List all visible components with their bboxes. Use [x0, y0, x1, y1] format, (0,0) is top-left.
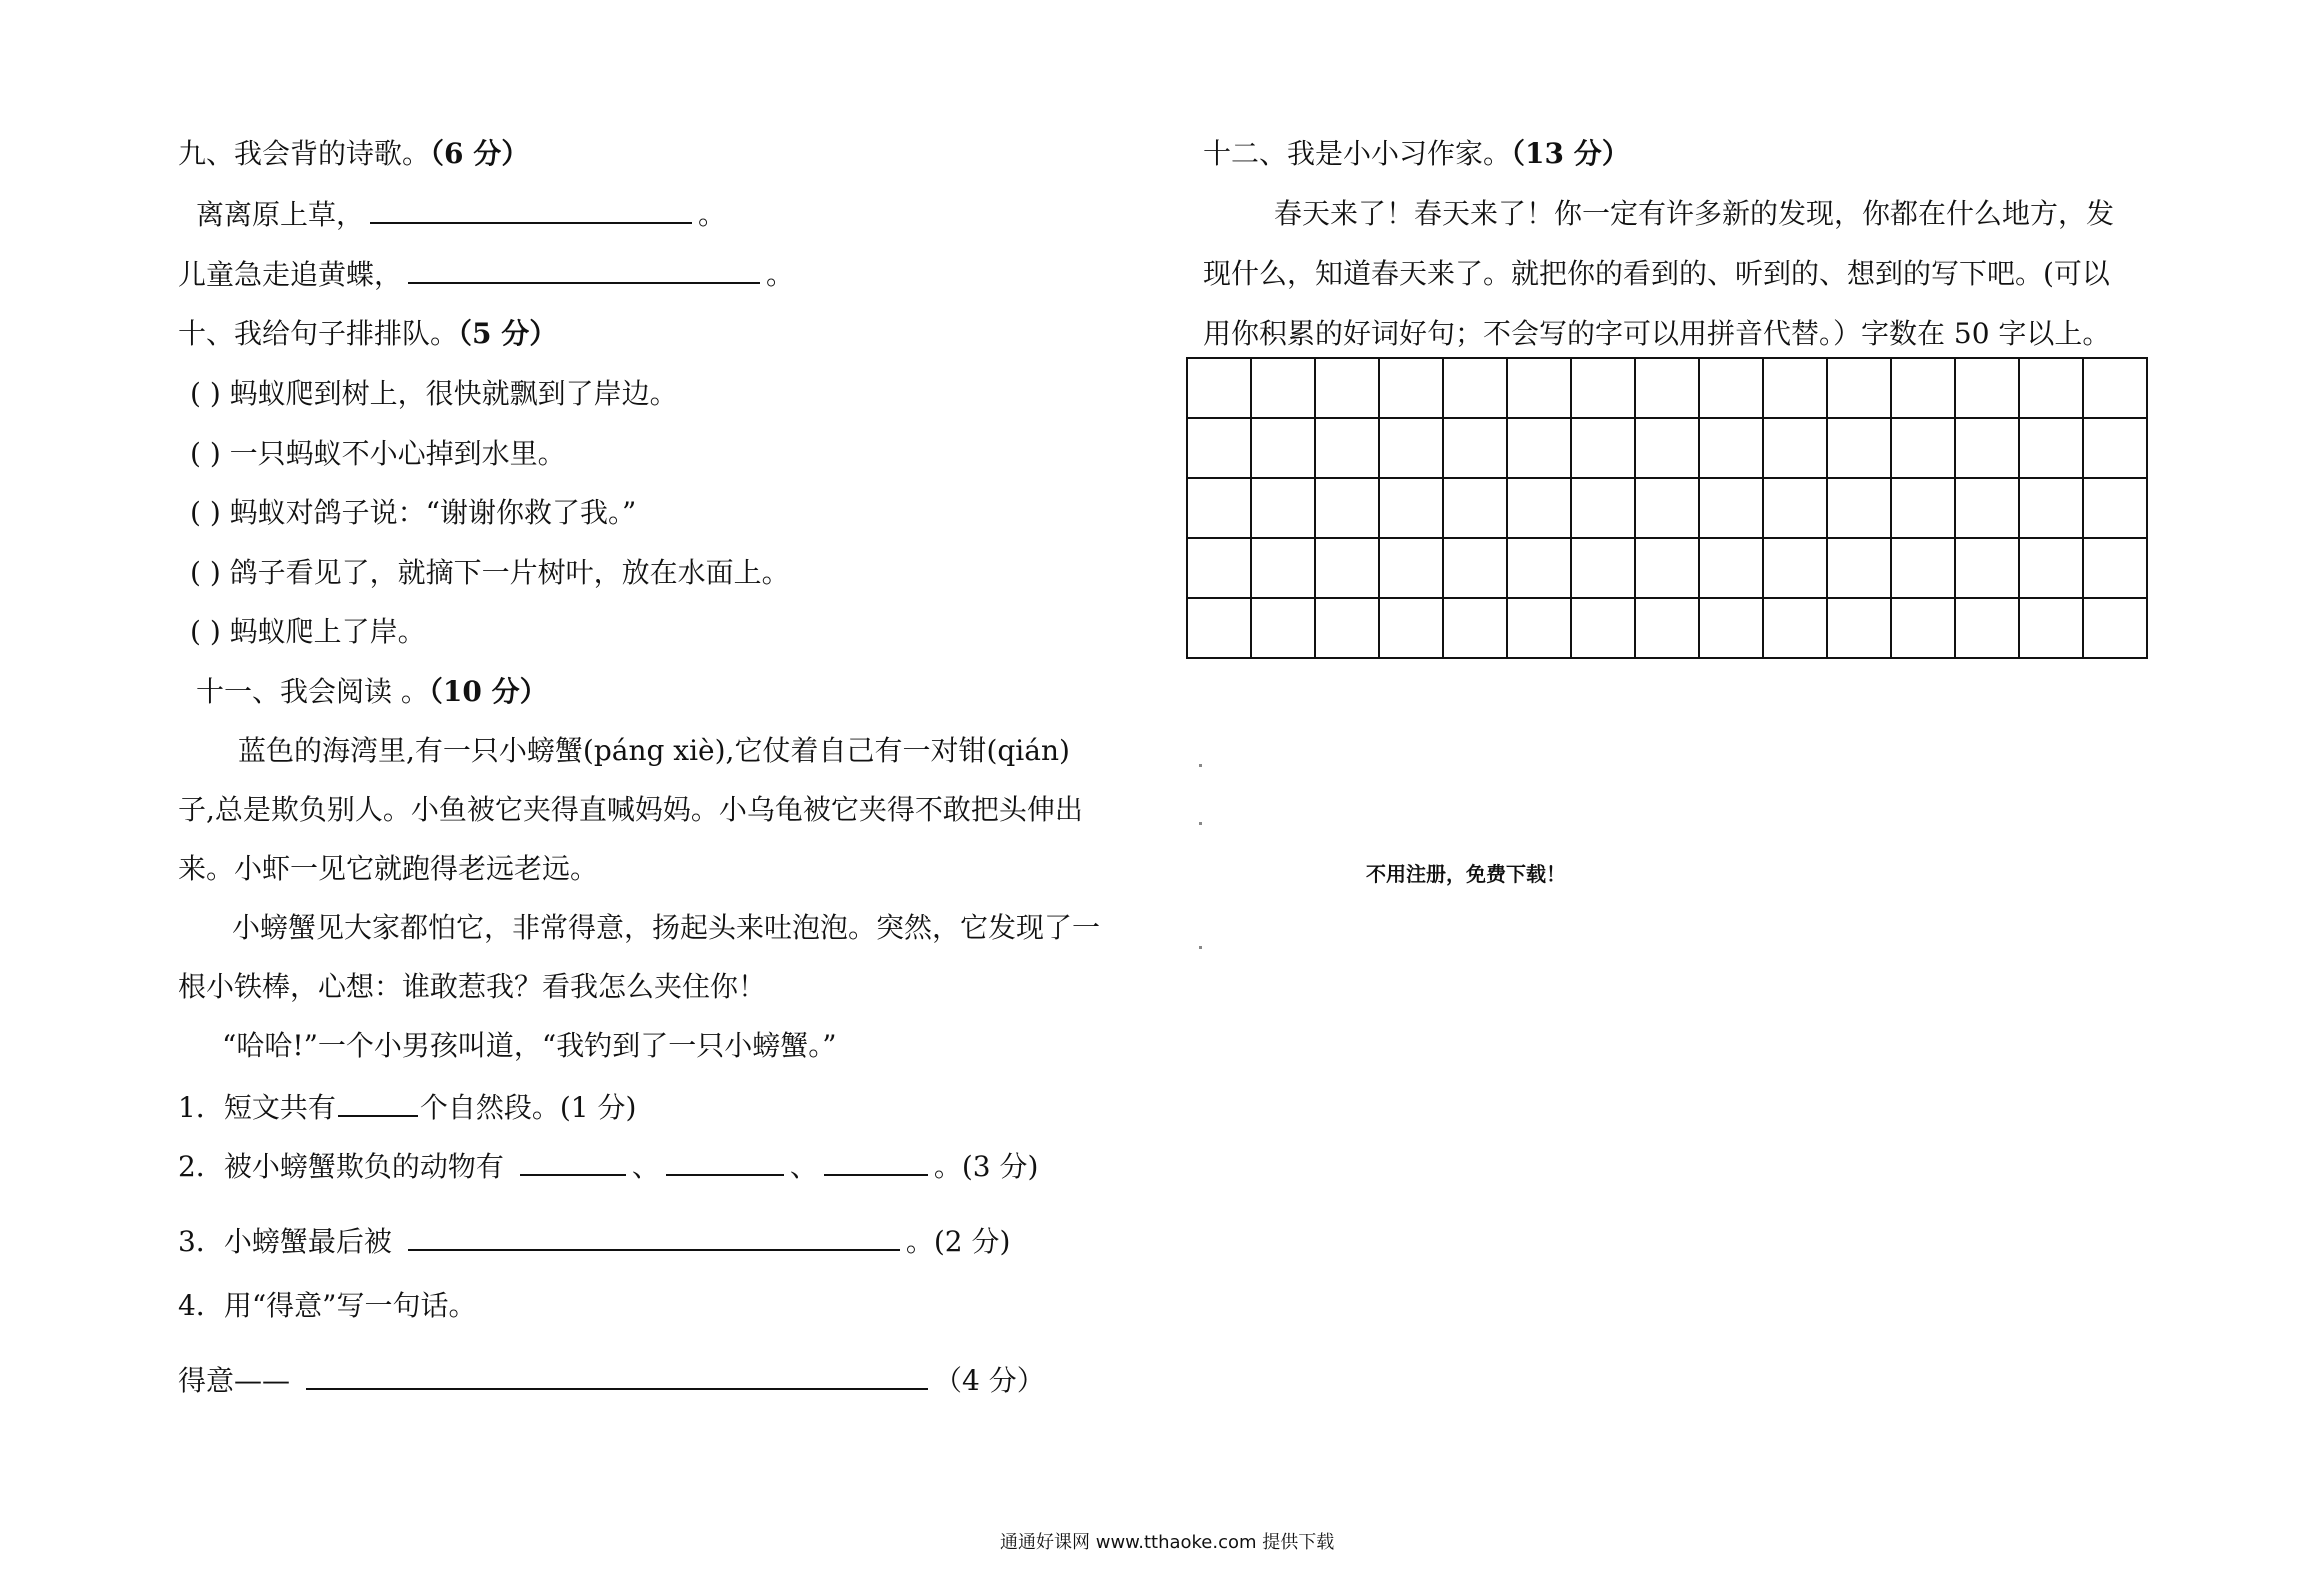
- scan-dot: [1199, 946, 1202, 949]
- q11-score: （10 分）: [428, 675, 548, 708]
- grid-cell[interactable]: [1443, 598, 1507, 658]
- grid-cell[interactable]: [1315, 598, 1379, 658]
- grid-cell[interactable]: [1571, 538, 1635, 598]
- scan-dot: [1199, 822, 1202, 825]
- q9-blank-2[interactable]: [408, 254, 760, 284]
- grid-row: [1187, 418, 2147, 478]
- grid-cell[interactable]: [1315, 478, 1379, 538]
- question-1: [178, 1087, 636, 1128]
- q9-line2-end: 。: [766, 258, 795, 291]
- q1-text: 1．短文共有: [178, 1091, 336, 1124]
- grid-cell[interactable]: [1699, 538, 1763, 598]
- grid-cell[interactable]: [1443, 538, 1507, 598]
- grid-cell[interactable]: [1699, 478, 1763, 538]
- q11-title: [196, 672, 548, 712]
- grid-cell[interactable]: [1507, 598, 1571, 658]
- q12-score: （13 分）: [1511, 137, 1630, 170]
- q12-title-text: 十二、我是小小习作家。: [1203, 137, 1512, 170]
- prompt-line: 用你积累的好词好句；不会写的字可以用拼音代替。）字数在 50 字以上。: [1203, 317, 2111, 350]
- grid-cell[interactable]: [1955, 538, 2019, 598]
- grid-cell[interactable]: [1827, 598, 1891, 658]
- passage-line: 子,总是欺负别人。小鱼被它夹得直喊妈妈。小乌龟被它夹得不敢把头伸出: [178, 793, 1083, 826]
- grid-cell[interactable]: [1955, 598, 2019, 658]
- page-footer: 通通好课网 www.tthaoke.com 提供下载: [1000, 1532, 1335, 1553]
- grid-row: [1187, 598, 2147, 658]
- grid-cell[interactable]: [1379, 418, 1443, 478]
- grid-cell[interactable]: [2019, 478, 2083, 538]
- q1-blank[interactable]: [338, 1087, 418, 1117]
- grid-cell[interactable]: [1699, 598, 1763, 658]
- q9-title-text: 九、我会背的诗歌。: [178, 137, 431, 170]
- grid-cell[interactable]: [1763, 418, 1827, 478]
- q2-text: 2．被小螃蟹欺负的动物有: [178, 1150, 504, 1183]
- grid-cell[interactable]: [1251, 538, 1315, 598]
- grid-cell[interactable]: [1507, 538, 1571, 598]
- grid-cell[interactable]: [1443, 358, 1507, 418]
- prompt-line: 春天来了！春天来了！你一定有许多新的发现，你都在什么地方，发: [1274, 197, 2115, 230]
- q9-title: [178, 134, 529, 174]
- question-3: [178, 1221, 1010, 1262]
- q4-end: （4 分）: [934, 1364, 1045, 1397]
- grid-cell[interactable]: [1379, 538, 1443, 598]
- prompt-line: 现什么，知道春天来了。就把你的看到的、听到的、想到的写下吧。(可以: [1203, 257, 2110, 290]
- grid-cell[interactable]: [1763, 358, 1827, 418]
- q9-line1-end: 。: [698, 198, 727, 231]
- grid-cell[interactable]: [1891, 478, 1955, 538]
- grid-cell[interactable]: [1635, 538, 1699, 598]
- writing-grid[interactable]: [1186, 357, 2148, 659]
- q10-item: ( ) 蚂蚁对鸽子说：“谢谢你救了我。”: [190, 496, 637, 529]
- q3-text: 3．小螃蟹最后被: [178, 1225, 392, 1258]
- grid-cell[interactable]: [1251, 358, 1315, 418]
- grid-cell[interactable]: [1827, 418, 1891, 478]
- question-2: [178, 1146, 1038, 1187]
- passage-line: 小螃蟹见大家都怕它，非常得意，扬起头来吐泡泡。突然，它发现了一: [232, 911, 1101, 944]
- grid-cell[interactable]: [1571, 358, 1635, 418]
- grid-cell[interactable]: [1187, 538, 1251, 598]
- grid-cell[interactable]: [1699, 418, 1763, 478]
- grid-cell[interactable]: [1763, 478, 1827, 538]
- grid-cell[interactable]: [1571, 418, 1635, 478]
- q2-blank-3[interactable]: [824, 1146, 928, 1176]
- grid-cell[interactable]: [1955, 478, 2019, 538]
- grid-cell[interactable]: [1635, 598, 1699, 658]
- grid-cell[interactable]: [2083, 358, 2147, 418]
- grid-cell[interactable]: [1315, 358, 1379, 418]
- grid-cell[interactable]: [1571, 598, 1635, 658]
- grid-cell[interactable]: [2019, 418, 2083, 478]
- q9-score: （6 分）: [430, 137, 530, 170]
- grid-cell[interactable]: [1187, 478, 1251, 538]
- grid-cell[interactable]: [1891, 538, 1955, 598]
- q4-label: 得意——: [178, 1364, 291, 1397]
- q2-sep: 、: [789, 1150, 818, 1183]
- q3-blank[interactable]: [408, 1221, 900, 1251]
- grid-row: [1187, 358, 2147, 418]
- passage-line: 根小铁棒，心想：谁敢惹我？看我怎么夹住你！: [178, 970, 767, 1003]
- q12-title: [1203, 134, 1630, 174]
- grid-cell[interactable]: [1763, 538, 1827, 598]
- q11-title-text: 十一、我会阅读 。: [196, 675, 429, 708]
- grid-cell[interactable]: [1827, 478, 1891, 538]
- grid-cell[interactable]: [1187, 598, 1251, 658]
- grid-cell[interactable]: [1635, 478, 1699, 538]
- q10-item: ( ) 蚂蚁爬到树上，很快就飘到了岸边。: [190, 377, 678, 410]
- grid-row: [1187, 478, 2147, 538]
- q10-item: ( ) 一只蚂蚁不小心掉到水里。: [190, 437, 566, 470]
- passage-line: 来。小虾一见它就跑得老远老远。: [178, 852, 599, 885]
- grid-row: [1187, 538, 2147, 598]
- grid-cell[interactable]: [1443, 478, 1507, 538]
- grid-cell[interactable]: [1187, 418, 1251, 478]
- q4-answer-line: [178, 1360, 1045, 1401]
- grid-cell[interactable]: [1635, 358, 1699, 418]
- q9-line1-text: 离离原上草，: [196, 198, 365, 231]
- grid-cell[interactable]: [1699, 358, 1763, 418]
- grid-cell[interactable]: [1251, 598, 1315, 658]
- grid-cell[interactable]: [1955, 358, 2019, 418]
- q9-blank-1[interactable]: [370, 194, 692, 224]
- grid-cell[interactable]: [1251, 418, 1315, 478]
- grid-cell[interactable]: [1379, 478, 1443, 538]
- grid-cell[interactable]: [1891, 598, 1955, 658]
- grid-cell[interactable]: [2083, 538, 2147, 598]
- q10-title: [178, 314, 557, 354]
- grid-cell[interactable]: [1955, 418, 2019, 478]
- q3-end: 。(2 分): [905, 1225, 1011, 1258]
- grid-cell[interactable]: [1571, 478, 1635, 538]
- q9-line1: [196, 194, 726, 235]
- q9-line2: [178, 254, 794, 295]
- q9-line2-text: 儿童急走追黄蝶，: [178, 258, 403, 291]
- grid-cell[interactable]: [2019, 598, 2083, 658]
- grid-cell[interactable]: [1891, 358, 1955, 418]
- grid-cell[interactable]: [1251, 478, 1315, 538]
- q2-blank-1[interactable]: [520, 1146, 626, 1176]
- grid-cell[interactable]: [1891, 418, 1955, 478]
- q10-title-text: 十、我给句子排排队。: [178, 317, 459, 350]
- grid-cell[interactable]: [1827, 538, 1891, 598]
- grid-cell[interactable]: [2083, 478, 2147, 538]
- grid-cell[interactable]: [1379, 358, 1443, 418]
- q4-blank[interactable]: [306, 1360, 928, 1390]
- grid-cell[interactable]: [2019, 538, 2083, 598]
- q10-item: ( ) 鸽子看见了，就摘下一片树叶，放在水面上。: [190, 556, 790, 589]
- grid-cell[interactable]: [1635, 418, 1699, 478]
- q10-item: ( ) 蚂蚁爬上了岸。: [190, 615, 426, 648]
- grid-cell[interactable]: [1443, 418, 1507, 478]
- grid-cell[interactable]: [2083, 598, 2147, 658]
- passage-line: 蓝色的海湾里,有一只小螃蟹(páng xiè),它仗着自己有一对钳(qián): [238, 734, 1070, 767]
- passage-line: “哈哈!”一个小男孩叫道，“我钓到了一只小螃蟹。”: [222, 1029, 837, 1062]
- free-download-note: 不用注册，免费下载！: [1366, 862, 1566, 886]
- grid-cell[interactable]: [1315, 538, 1379, 598]
- scan-dot: [1199, 764, 1202, 767]
- q2-blank-2[interactable]: [666, 1146, 784, 1176]
- grid-cell[interactable]: [1827, 358, 1891, 418]
- q10-score: （5 分）: [458, 317, 558, 350]
- grid-cell[interactable]: [1507, 418, 1571, 478]
- q2-end: 。(3 分): [933, 1150, 1039, 1183]
- grid-cell[interactable]: [2083, 418, 2147, 478]
- grid-cell[interactable]: [1315, 418, 1379, 478]
- grid-cell[interactable]: [1187, 358, 1251, 418]
- grid-cell[interactable]: [1507, 478, 1571, 538]
- grid-cell[interactable]: [1763, 598, 1827, 658]
- q2-sep: 、: [631, 1150, 660, 1183]
- grid-cell[interactable]: [2019, 358, 2083, 418]
- grid-cell[interactable]: [1507, 358, 1571, 418]
- question-4: 4．用“得意”写一句话。: [178, 1289, 477, 1322]
- grid-cell[interactable]: [1379, 598, 1443, 658]
- q1-end: 个自然段。(1 分): [419, 1091, 637, 1124]
